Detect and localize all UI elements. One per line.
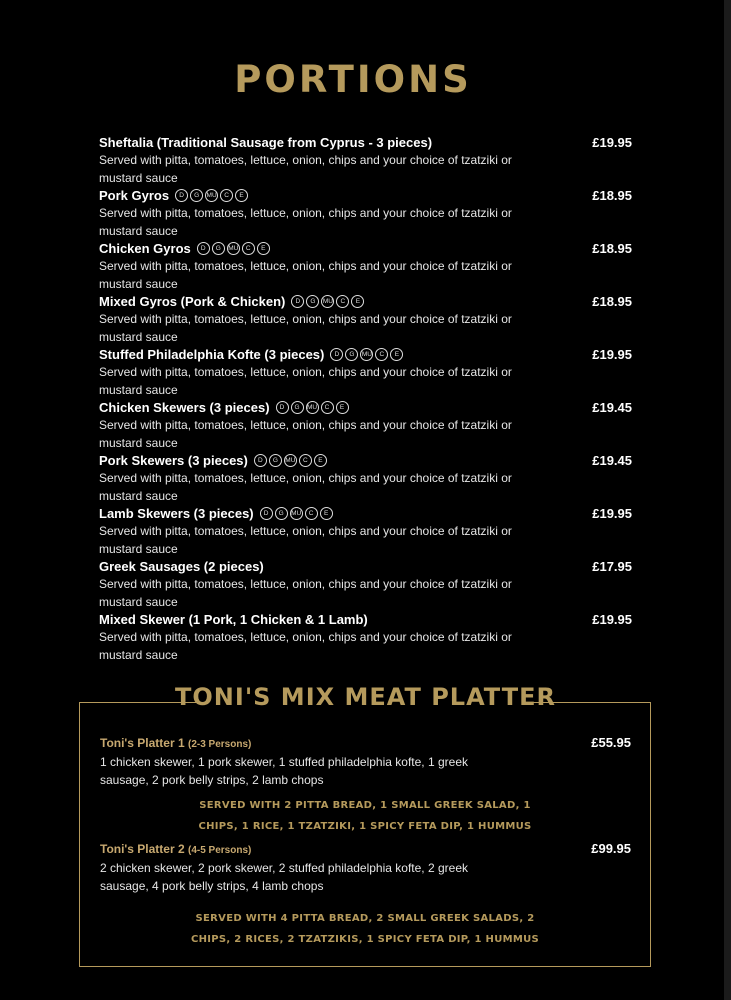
menu-item-name: Chicken Skewers (3 pieces)	[99, 400, 270, 415]
menu-item-name: Sheftalia (Traditional Sausage from Cyprus - 3 pieces)	[99, 135, 433, 150]
page-title: PORTIONS	[234, 58, 472, 101]
allergen-icon: C	[242, 242, 255, 255]
menu-item	[99, 187, 639, 240]
allergen-icon: MU	[306, 401, 319, 414]
menu-item-description: Served with pitta, tomatoes, lettuce, onion, chips and your choice of tzatziki or mustard sauce	[99, 206, 512, 238]
allergen-icon: D	[175, 189, 188, 202]
served-with-note: SERVED WITH 2 PITTA BREAD, 1 SMALL GREEK SALAD, 1 CHIPS, 1 RICE, 1 TZATZIKI, 1 SPICY FETA DIP, 1 HUMMUS	[198, 800, 532, 832]
allergen-icon: E	[314, 454, 327, 467]
allergen-icon: D	[276, 401, 289, 414]
menu-item	[99, 134, 639, 187]
platter-description: 2 chicken skewer, 2 pork skewer, 2 stuffed philadelphia kofte, 2 greek sausage, 4 pork belly strips, 4 lamb chops	[100, 861, 468, 893]
allergen-icon: G	[291, 401, 304, 414]
allergen-icon: C	[305, 507, 318, 520]
menu-item	[99, 505, 639, 558]
allergen-icons	[260, 507, 333, 520]
platter-persons: (4-5 Persons)	[188, 845, 252, 856]
menu-item	[99, 240, 639, 293]
allergen-icon: E	[336, 401, 349, 414]
allergen-icons	[254, 454, 327, 467]
allergen-icon: E	[351, 295, 364, 308]
allergen-icons	[197, 242, 270, 255]
allergen-icon: D	[260, 507, 273, 520]
allergen-icon: G	[269, 454, 282, 467]
menu-item-price: £17.95	[592, 559, 632, 574]
allergen-icon: MU	[205, 189, 218, 202]
menu-item	[99, 452, 639, 505]
platter-persons: (2-3 Persons)	[188, 739, 252, 750]
allergen-icon: C	[375, 348, 388, 361]
allergen-icon: C	[299, 454, 312, 467]
allergen-icons	[291, 295, 364, 308]
menu-item-description: Served with pitta, tomatoes, lettuce, onion, chips and your choice of tzatziki or mustard sauce	[99, 524, 512, 556]
platter-name: Toni's Platter 2	[100, 842, 185, 856]
menu-item-description: Served with pitta, tomatoes, lettuce, onion, chips and your choice of tzatziki or mustard sauce	[99, 259, 512, 291]
allergen-icon: MU	[290, 507, 303, 520]
menu-item-price: £19.95	[592, 506, 632, 521]
allergen-icons	[276, 401, 349, 414]
menu-item-name: Chicken Gyros	[99, 241, 191, 256]
menu-item-price: £18.95	[592, 294, 632, 309]
allergen-icon: D	[197, 242, 210, 255]
allergen-icons	[330, 348, 403, 361]
menu-item-price: £19.95	[592, 135, 632, 150]
platter-item	[100, 840, 633, 895]
allergen-icon: C	[336, 295, 349, 308]
platter-description: 1 chicken skewer, 1 pork skewer, 1 stuffed philadelphia kofte, 1 greek sausage, 2 pork belly strips, 2 lamb chops	[100, 755, 468, 787]
allergen-icon: MU	[321, 295, 334, 308]
allergen-icon: MU	[360, 348, 373, 361]
allergen-icon: MU	[284, 454, 297, 467]
menu-item-description: Served with pitta, tomatoes, lettuce, onion, chips and your choice of tzatziki or mustard sauce	[99, 312, 512, 344]
served-with-note: SERVED WITH 4 PITTA BREAD, 2 SMALL GREEK SALADS, 2 CHIPS, 2 RICES, 2 TZATZIKIS, 1 SPICY FETA DIP, 1 HUMMUS	[190, 913, 540, 945]
page-edge	[724, 0, 731, 1000]
menu-item-name: Greek Sausages (2 pieces)	[99, 559, 264, 574]
allergen-icon: G	[345, 348, 358, 361]
platter-price: £99.95	[591, 841, 631, 856]
menu-item-description: Served with pitta, tomatoes, lettuce, onion, chips and your choice of tzatziki or mustard sauce	[99, 471, 512, 503]
menu-item-price: £19.95	[592, 347, 632, 362]
allergen-icon: D	[330, 348, 343, 361]
menu-item-name: Pork Skewers (3 pieces)	[99, 453, 248, 468]
menu-item-name: Lamb Skewers (3 pieces)	[99, 506, 254, 521]
allergen-icon: D	[254, 454, 267, 467]
allergen-icon: C	[321, 401, 334, 414]
menu-item-name: Mixed Skewer (1 Pork, 1 Chicken & 1 Lamb)	[99, 612, 368, 627]
platter-price: £55.95	[591, 735, 631, 750]
allergen-icon: D	[291, 295, 304, 308]
allergen-icon: G	[275, 507, 288, 520]
menu-item-description: Served with pitta, tomatoes, lettuce, onion, chips and your choice of tzatziki or mustard sauce	[99, 630, 512, 662]
allergen-icon: MU	[227, 242, 240, 255]
menu-item-price: £18.95	[592, 188, 632, 203]
menu-item-description: Served with pitta, tomatoes, lettuce, onion, chips and your choice of tzatziki or mustard sauce	[99, 153, 512, 185]
menu-item	[99, 558, 639, 611]
menu-item-description: Served with pitta, tomatoes, lettuce, onion, chips and your choice of tzatziki or mustard sauce	[99, 418, 512, 450]
allergen-icon: E	[320, 507, 333, 520]
allergen-icon: G	[212, 242, 225, 255]
platter-name: Toni's Platter 1	[100, 736, 185, 750]
menu-item-price: £19.45	[592, 453, 632, 468]
platter-item	[100, 734, 633, 789]
menu-item-price: £18.95	[592, 241, 632, 256]
menu-item-name: Pork Gyros	[99, 188, 170, 203]
allergen-icon: C	[220, 189, 233, 202]
menu-item-price: £19.95	[592, 612, 632, 627]
menu-item-description: Served with pitta, tomatoes, lettuce, onion, chips and your choice of tzatziki or mustard sauce	[99, 577, 512, 609]
menu-item-price: £19.45	[592, 400, 632, 415]
allergen-icon: E	[257, 242, 270, 255]
menu-item-name: Mixed Gyros (Pork & Chicken)	[99, 294, 286, 309]
menu-item	[99, 399, 639, 452]
menu-item	[99, 346, 639, 399]
menu-item	[99, 293, 639, 346]
allergen-icon: E	[390, 348, 403, 361]
allergen-icon: G	[306, 295, 319, 308]
allergen-icons	[175, 189, 248, 202]
menu-item	[99, 611, 639, 664]
section-title: TONI'S MIX MEAT PLATTER	[175, 683, 556, 711]
menu-item-name: Stuffed Philadelphia Kofte (3 pieces)	[99, 347, 325, 362]
allergen-icon: G	[190, 189, 203, 202]
allergen-icon: E	[235, 189, 248, 202]
menu-item-description: Served with pitta, tomatoes, lettuce, onion, chips and your choice of tzatziki or mustard sauce	[99, 365, 512, 397]
